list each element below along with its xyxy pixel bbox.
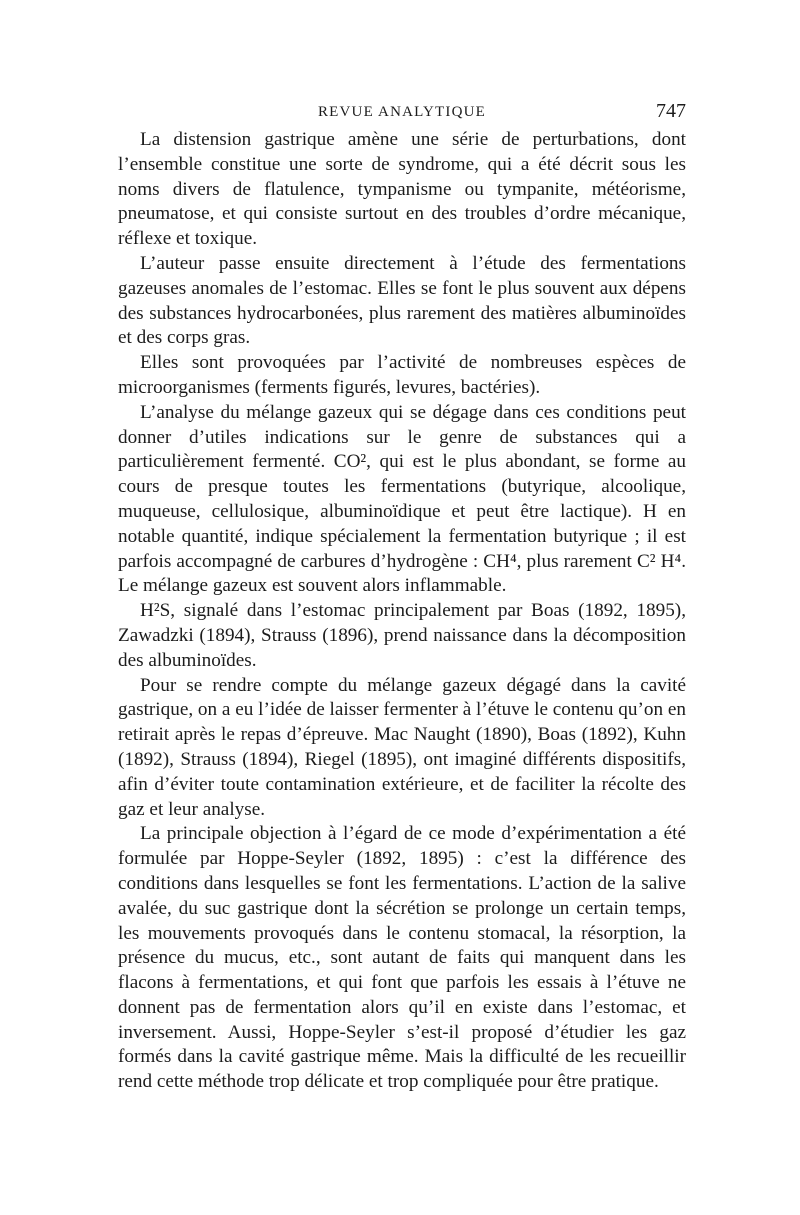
body-text bbox=[118, 128, 686, 1095]
paragraph-1: La distension gastrique amène une série de perturbations, dont l’ensemble constitue une sorte de syndrome, qui a été décrit sous les noms divers de flatulence, tympanisme ou tympanite, météorisme, pneumatose, et qui consiste surtout en des troubles d’ordre mécanique, réflexe et toxique. bbox=[118, 129, 686, 250]
paragraph-7: La principale objection à l’égard de ce mode d’expérimentation a été formulée par Hoppe-Seyler (1892, 1895) : c’est la différence des conditions dans lesquelles se font les fermentations. L’action de la salive avalée, du suc gastrique dont la sécrétion se prolonge un certain temps, les mouvements provoqués dans le contenu stomacal, la résorption, la présence du mucus, etc., sont autant de faits qui manquent dans les flacons à fermentations, et qui font que parfois les essais à l’étuve ne donnent pas de fermentation alors qu’il en existe dans l’estomac, et inversement. Aussi, Hoppe-Seyler s’est-il proposé d’étudier les gaz formés dans la cavité gastrique même. Mais la difficulté de les recueillir rend cette méthode trop délicate et trop compliquée pour être pratique. bbox=[118, 823, 686, 1093]
page-header bbox=[118, 100, 686, 126]
paragraph-3: Elles sont provoquées par l’activité de nombreuses espèces de microorganismes (ferments figurés, levures, bactéries). bbox=[118, 352, 686, 398]
paragraph-2: L’auteur passe ensuite directement à l’étude des fermentations gazeuses anomales de l’estomac. Elles se font le plus souvent aux dépens des substances hydrocarbonées, plus rarement des matières albuminoïdes et des corps gras. bbox=[118, 252, 686, 349]
paragraph-5: H²S, signalé dans l’estomac principalement par Boas (1892, 1895), Zawadzki (1894), Strauss (1896), prend naissance dans la décomposition des albuminoïdes. bbox=[118, 600, 686, 671]
page-number: 747 bbox=[656, 100, 686, 122]
paragraph-4: L’analyse du mélange gazeux qui se dégage dans ces conditions peut donner d’utiles indications sur le genre de substances qui a particulièrement fermenté. CO², qui est le plus abondant, se forme au cours de presque toutes les fermentations (butyrique, alcoolique, muqueuse, cellulosique, albuminoïdique et peut être lactique). H en notable quantité, indique spécialement la fermentation butyrique ; il est parfois accompagné de carbures d’hydrogène : CH⁴, plus rarement C² H⁴. Le mélange gazeux est souvent alors inflammable. bbox=[118, 401, 686, 597]
paragraph-6: Pour se rendre compte du mélange gazeux dégagé dans la cavité gastrique, on a eu l’idée de laisser fermenter à l’étuve le contenu qu’on en retirait après le repas d’épreuve. Mac Naught (1890), Boas (1892), Kuhn (1892), Strauss (1894), Riegel (1895), ont imaginé différents dispositifs, afin d’éviter toute contamination extérieure, et de faciliter la récolte des gaz et leur analyse. bbox=[118, 674, 686, 820]
running-head: REVUE ANALYTIQUE bbox=[317, 104, 487, 120]
